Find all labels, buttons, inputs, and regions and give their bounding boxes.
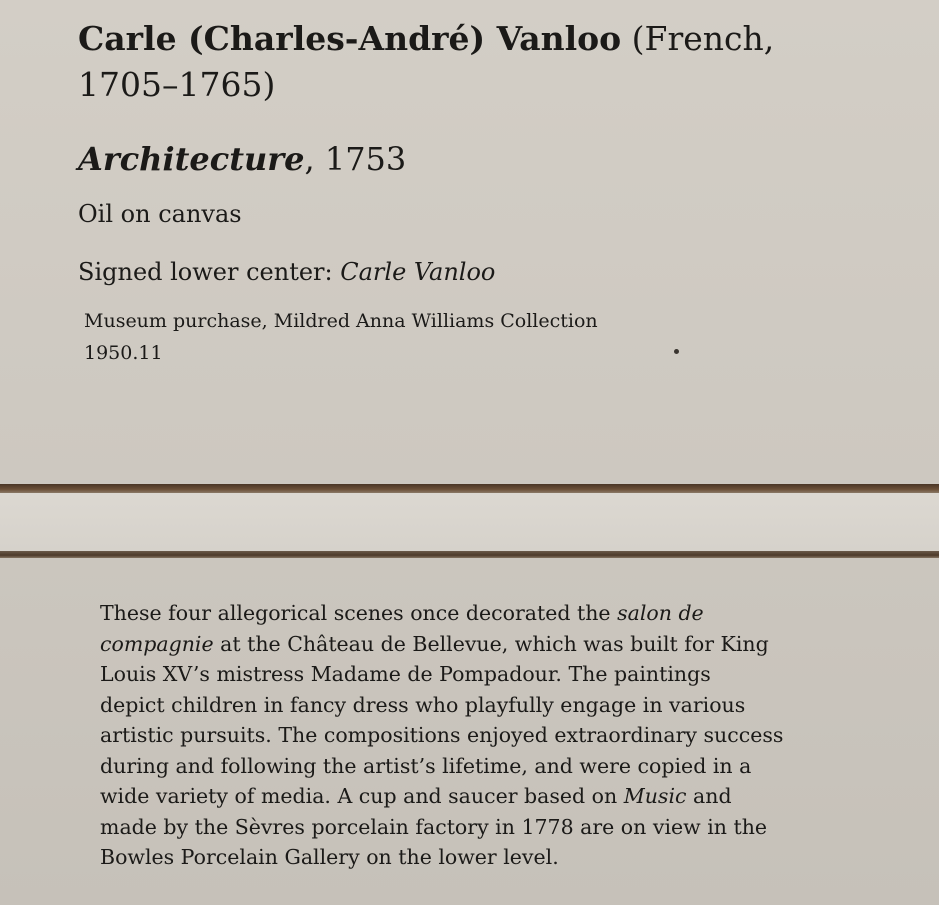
description-line: depict children in fancy dress who playfully engage in various — [100, 692, 746, 717]
description-line: artistic pursuits. The compositions enjoyed extraordinary success — [100, 723, 784, 747]
description-line — [100, 781, 880, 812]
signature-line — [78, 254, 495, 290]
description-text — [100, 598, 880, 873]
artist-nationality: (French, — [631, 19, 775, 58]
description-italic-run: salon de — [617, 601, 704, 625]
credit-line: Museum purchase, Mildred Anna Williams Collection — [84, 310, 598, 332]
signature-text: Carle Vanloo — [340, 258, 496, 286]
description-line: made by the Sèvres porcelain factory in 1778 are on view in the — [100, 814, 768, 839]
description-text-run: wide variety of media. A cup and saucer based on — [100, 784, 624, 808]
description-text-run: and — [686, 784, 732, 808]
work-year: 1753 — [324, 140, 407, 178]
label-card-edge — [0, 484, 939, 493]
description-line: Louis XV’s mistress Madame de Pompadour. The paintings — [100, 662, 711, 686]
work-title-heading — [78, 136, 406, 182]
description-line — [100, 598, 880, 629]
work-title: Architecture — [78, 140, 305, 178]
description-line: during and following the artist’s lifetime, and were copied in a — [100, 753, 752, 778]
description-italic-run: Music — [623, 784, 687, 808]
artist-name: Carle (Charles-André) Vanloo — [78, 19, 622, 58]
description-text-run: at the Château de Bellevue, which was built for King — [213, 631, 769, 656]
description-card-edge — [0, 551, 939, 558]
description-italic-run: compagnie — [100, 631, 214, 656]
wall-gap — [0, 493, 939, 551]
work-title-separator: , — [304, 140, 315, 178]
medium: Oil on canvas — [78, 200, 242, 228]
accession-number: 1950.11 — [84, 342, 163, 364]
artist-dates: 1705–1765) — [78, 65, 276, 104]
signature-prefix: Signed lower center: — [78, 258, 341, 286]
description-text-run: These four allegorical scenes once decorated the — [100, 601, 618, 625]
artist-heading — [78, 16, 898, 108]
wall-blemish — [674, 349, 679, 354]
description-line: Bowles Porcelain Gallery on the lower level. — [100, 845, 559, 869]
description-line — [100, 629, 880, 660]
